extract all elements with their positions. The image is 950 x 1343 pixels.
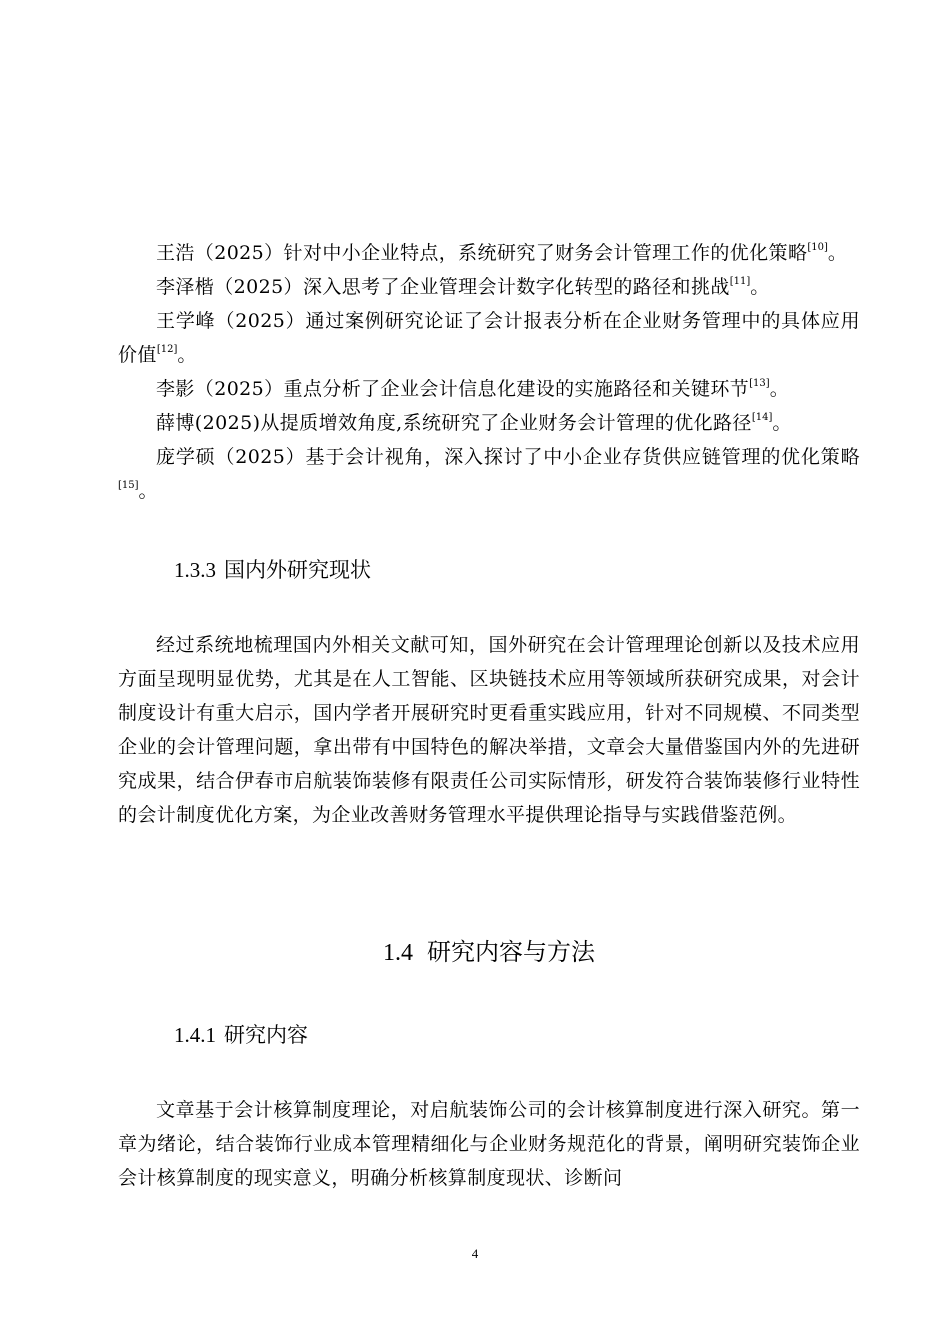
lit-paragraph-wangxuefeng: 王学峰（2025）通过案例研究论证了会计报表分析在企业财务管理中的具体应用价值[12]。 — [118, 310, 860, 366]
heading-1-4-1: 1.4.1 研究内容 — [174, 1023, 308, 1047]
lit-paragraph-xuebo: 薛博(2025)从提质增效角度,系统研究了企业财务会计管理的优化路径[14]。 — [156, 412, 792, 434]
paragraph-research-content: 文章基于会计核算制度理论，对启航装饰公司的会计核算制度进行深入研究。第一章为绪论，结合装饰行业成本管理精细化与企业财务规范化的背景，阐明研究装饰企业会计核算制度的现实意义，明确分析核算制度现状、诊断问 — [118, 1099, 860, 1189]
citation-ref: [12] — [156, 344, 178, 355]
citation-ref: [10] — [807, 242, 828, 253]
heading-1-3-3: 1.3.3 国内外研究现状 — [174, 558, 371, 582]
paragraph-research-status: 经过系统地梳理国内外相关文献可知，国外研究在会计管理理论创新以及技术应用方面呈现明显优势，尤其是在人工智能、区块链技术应用等领域所获研究成果，对会计制度设计有重大启示，国内学者开展研究时更看重实践应用，针对不同规模、不同类型企业的会计管理问题，拿出带有中国特色的解决举措，文章会大量借鉴国内外的先进研究成果，结合伊春市启航装饰装修有限责任公司实际情形，研发符合装饰装修行业特性的会计制度优化方案，为企业改善财务管理水平提供理论指导与实践借鉴范例。 — [118, 634, 860, 826]
heading-1-4: 1.4 研究内容与方法 — [383, 938, 595, 966]
lit-paragraph-lizekai: 李泽楷（2025）深入思考了企业管理会计数字化转型的路径和挑战[11]。 — [156, 276, 770, 298]
page-number: 4 — [471, 1246, 479, 1261]
citation-ref: [13] — [749, 378, 770, 389]
lit-paragraph-wanghao: 王浩（2025）针对中小企业特点，系统研究了财务会计管理工作的优化策略[10]。 — [156, 242, 848, 264]
lit-paragraph-liying: 李影（2025）重点分析了企业会计信息化建设的实施路径和关键环节[13]。 — [156, 378, 790, 400]
citation-ref: [11] — [729, 276, 751, 287]
citation-ref: [14] — [751, 412, 773, 423]
citation-ref: [15] — [118, 480, 139, 491]
page-body — [118, 236, 860, 1195]
lit-paragraph-pangxueshuo: 庞学硕（2025）基于会计视角，深入探讨了中小企业存货供应链管理的优化策略[15]。 — [118, 446, 860, 502]
